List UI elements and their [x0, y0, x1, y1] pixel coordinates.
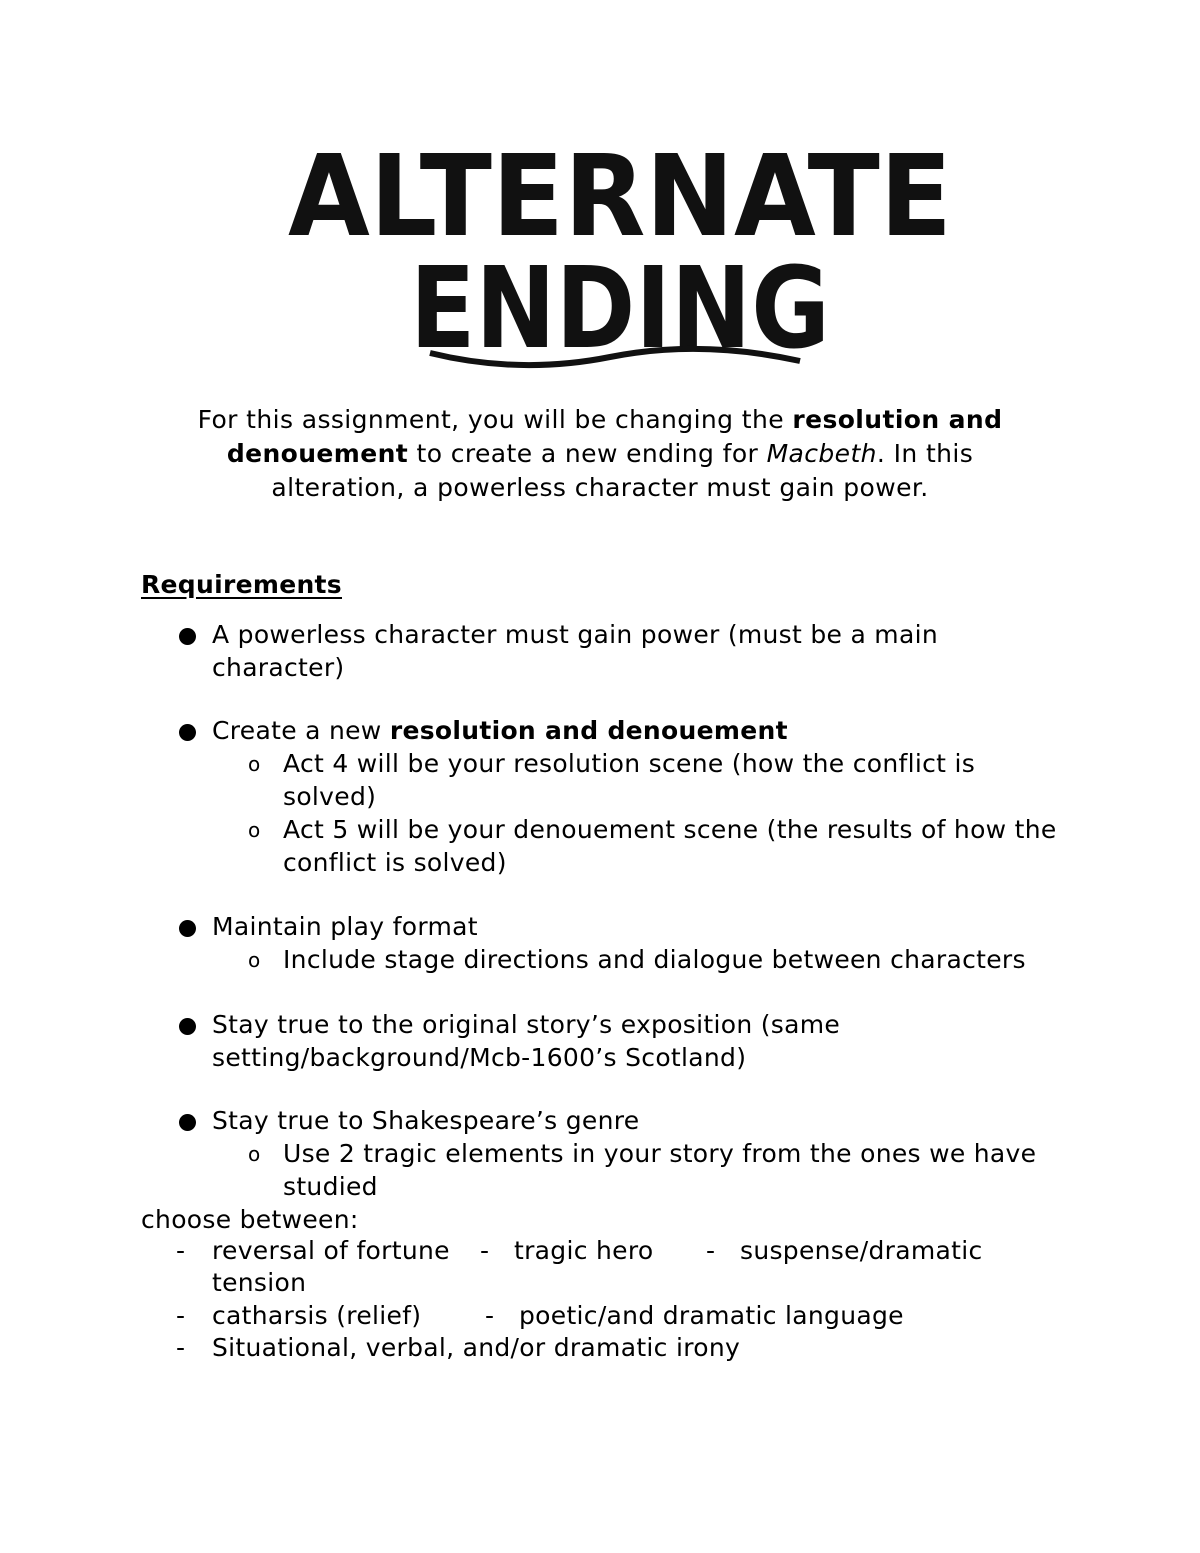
bullet-text: A powerless character must gain power (must be a main	[212, 620, 938, 649]
sub-bullet-text: Act 4 will be your resolution scene (how the conflict is	[283, 749, 976, 778]
intro-italic-title: Macbeth	[766, 439, 877, 468]
sub-bullet-text: Act 5 will be your denouement scene (the results of how the	[283, 815, 1057, 844]
sub-bullet-text: Use 2 tragic elements in your story from the ones we have	[283, 1139, 1037, 1168]
choice-item: Situational, verbal, and/or dramatic irony	[212, 1333, 741, 1362]
intro-bold-text: resolution and	[792, 405, 1003, 434]
dash-marker: -	[176, 1236, 186, 1265]
sub-bullet-marker: o	[248, 752, 261, 776]
intro-text: . In this	[876, 439, 974, 468]
choice-item: reversal of fortune	[212, 1236, 450, 1265]
svg-text:ENDING: ENDING	[410, 244, 830, 374]
alternate-ending-logo	[280, 135, 960, 375]
requirements-heading: Requirements	[141, 570, 342, 599]
dash-marker: -	[176, 1333, 186, 1362]
bullet-bold-text: resolution and denouement	[389, 716, 788, 745]
dash-marker: -	[485, 1301, 495, 1330]
bullet-dot	[179, 724, 196, 741]
choose-between-label: choose between:	[141, 1205, 359, 1234]
intro-paragraph	[140, 403, 1060, 505]
bullet-text: character)	[212, 653, 345, 682]
dash-marker: -	[706, 1236, 716, 1265]
svg-text:ALTERNATE: ALTERNATE	[288, 135, 952, 262]
intro-bold-text: denouement	[226, 439, 409, 468]
bullet-text	[212, 714, 788, 747]
intro-text: to create a new ending for	[408, 439, 767, 468]
sub-bullet-text: solved)	[283, 782, 377, 811]
sub-bullet-marker: o	[248, 818, 261, 842]
bullet-text-prefix: Create a new	[212, 716, 390, 745]
dash-marker: -	[176, 1301, 186, 1330]
choice-item: suspense/dramatic	[740, 1236, 983, 1265]
sub-bullet-marker: o	[248, 1142, 261, 1166]
bullet-text: Maintain play format	[212, 912, 478, 941]
sub-bullet-text: studied	[283, 1172, 378, 1201]
choice-item: poetic/and dramatic language	[519, 1301, 904, 1330]
dash-marker: -	[480, 1236, 490, 1265]
intro-text: For this assignment, you will be changing the	[197, 405, 793, 434]
intro-text: alteration, a powerless character must gain power.	[271, 473, 929, 502]
bullet-text: Stay true to the original story’s exposition (same	[212, 1010, 841, 1039]
sub-bullet-text: Include stage directions and dialogue between characters	[283, 945, 1026, 974]
sub-bullet-marker: o	[248, 948, 261, 972]
bullet-dot	[179, 1114, 196, 1131]
bullet-dot	[179, 628, 196, 645]
bullet-text: Stay true to Shakespeare’s genre	[212, 1106, 640, 1135]
bullet-dot	[179, 920, 196, 937]
sub-bullet-text: conflict is solved)	[283, 848, 507, 877]
choice-item: catharsis (relief)	[212, 1301, 422, 1330]
bullet-dot	[179, 1018, 196, 1035]
bullet-text: setting/background/Mcb-1600’s Scotland)	[212, 1043, 747, 1072]
choice-item: tension	[212, 1268, 307, 1297]
choice-item: tragic hero	[514, 1236, 654, 1265]
